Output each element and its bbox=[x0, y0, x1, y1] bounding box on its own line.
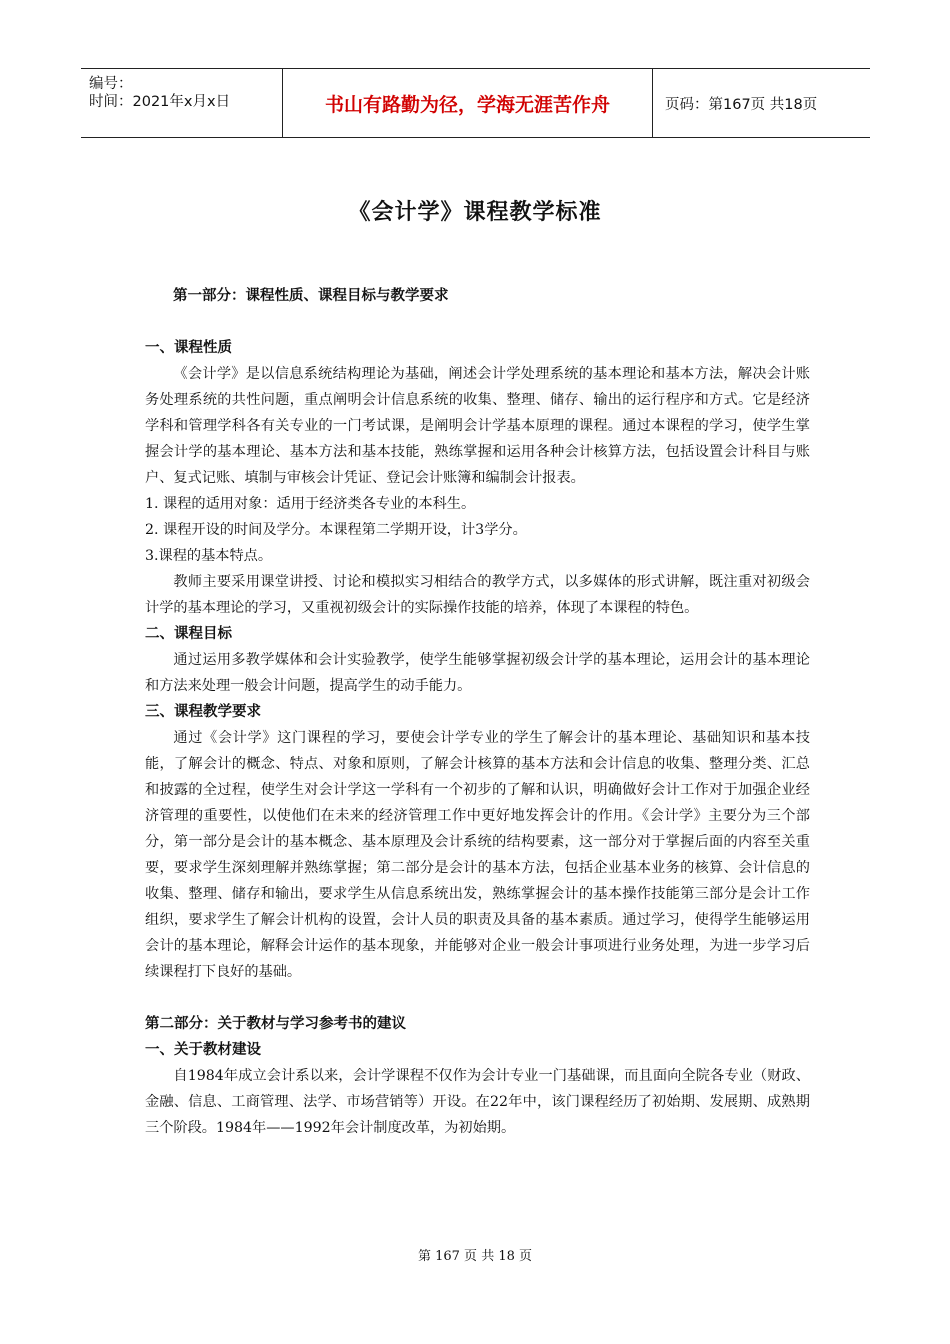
date-label: 时间：2021年x月x日 bbox=[89, 94, 231, 110]
document-body bbox=[145, 283, 810, 1141]
header-motto: 书山有路勤为径，学海无涯苦作舟 bbox=[324, 93, 610, 116]
header-page-number: 页码：第167页 共18页 bbox=[665, 96, 818, 113]
list-item: 3.课程的基本特点。 bbox=[145, 548, 273, 564]
section-heading: 一、关于教材建设 bbox=[145, 1042, 261, 1058]
page-footer: 第 167 页 共 18 页 bbox=[417, 1249, 533, 1264]
document-header bbox=[81, 68, 870, 138]
paragraph: 《会计学》是以信息系统结构理论为基础，阐述会计学处理系统的基本理论和基本方法，解决会计账务处理系统的共性问题，重点阐明会计信息系统的收集、整理、储存、输出的运行程序和方式。它是经济学科和管理学科各有关专业的一门考试课，是阐明会计学基本原理的课程。通过本课程的学习，使学生掌握会计学的基本理论、基本方法和基本技能，熟练掌握和运用各种会计核算方法，包括设置会计科目与账户、复式记账、填制与审核会计凭证、登记会计账簿和编制会计报表。 bbox=[145, 366, 810, 486]
section-heading: 三、课程教学要求 bbox=[145, 704, 261, 720]
list-item: 2. 课程开设的时间及学分。本课程第二学期开设，计3学分。 bbox=[145, 522, 527, 538]
paragraph: 通过运用多教学媒体和会计实验教学，使学生能够掌握初级会计学的基本理论，运用会计的基本理论和方法来处理一般会计问题，提高学生的动手能力。 bbox=[145, 652, 810, 694]
number-label: 编号： bbox=[89, 76, 133, 92]
paragraph: 自1984年成立会计系以来，会计学课程不仅作为会计专业一门基础课，而且面向全院各专业（财政、金融、信息、工商管理、法学、市场营销等）开设。在22年中，该门课程经历了初始期、发展期、成熟期三个阶段。1984年——1992年会计制度改革，为初始期。 bbox=[145, 1068, 810, 1136]
part1-heading: 第一部分：课程性质、课程目标与教学要求 bbox=[173, 288, 449, 304]
section-heading: 一、课程性质 bbox=[145, 340, 232, 356]
section-heading: 二、课程目标 bbox=[145, 626, 232, 642]
header-meta bbox=[81, 69, 282, 137]
paragraph: 通过《会计学》这门课程的学习，要使会计学专业的学生了解会计的基本理论、基础知识和基本技能，了解会计的概念、特点、对象和原则，了解会计核算的基本方法和会计信息的收集、整理分类、汇总和披露的全过程，使学生对会计学这一学科有一个初步的了解和认识，明确做好会计工作对于加强企业经济管理的重要性，以使他们在未来的经济管理工作中更好地发挥会计的作用。《会计学》主要分为三个部分，第一部分是会计的基本概念、基本原理及会计系统的结构要素，这一部分对于掌握后面的内容至关重要，要求学生深刻理解并熟练掌握；第二部分是会计的基本方法，包括企业基本业务的核算、会计信息的收集、整理、储存和输出，要求学生从信息系统出发，熟练掌握会计的基本操作技能第三部分是会计工作组织，要求学生了解会计机构的设置，会计人员的职责及具备的基本素质。通过学习，使得学生能够运用会计的基本理论，解释会计运作的基本现象，并能够对企业一般会计事项进行业务处理，为进一步学习后续课程打下良好的基础。 bbox=[145, 730, 810, 980]
document-title: 《会计学》课程教学标准 bbox=[348, 200, 602, 225]
part2-heading: 第二部分：关于教材与学习参考书的建议 bbox=[145, 1016, 406, 1032]
list-item: 1. 课程的适用对象：适用于经济类各专业的本科生。 bbox=[145, 496, 476, 512]
paragraph: 教师主要采用课堂讲授、讨论和模拟实习相结合的教学方式，以多媒体的形式讲解，既注重对初级会计学的基本理论的学习，又重视初级会计的实际操作技能的培养，体现了本课程的特色。 bbox=[145, 574, 810, 616]
